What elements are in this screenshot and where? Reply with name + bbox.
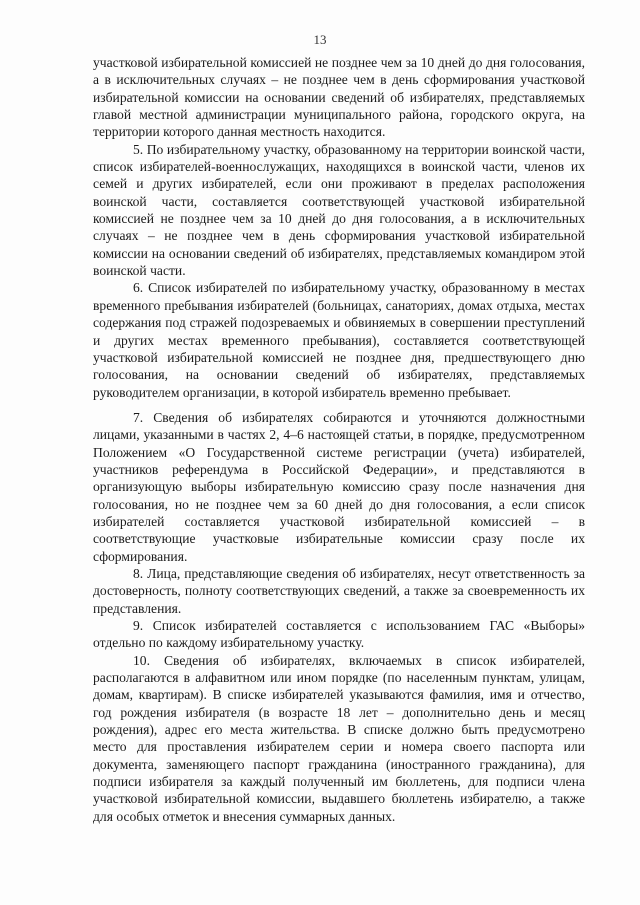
paragraph-continuation: участковой избирательной комиссией не позднее чем за 10 дней до дня голосования, а в исключительных случаях – не позднее чем в день сформирования участковой избирательной комиссии на основании сведений об избирателях, представляемых главой местной администрации муниципального района, городского округа, на территории которого данная местность находится. <box>93 55 585 140</box>
paragraph-9: 9. Список избирателей составляется с использованием ГАС «Выборы» отдельно по каждому избирательному участку. <box>93 618 585 651</box>
document-body <box>93 54 585 825</box>
page-number: 13 <box>313 32 327 47</box>
paragraph-10: 10. Сведения об избирателях, включаемых в список избирателей, располагаются в алфавитном или ином порядке (по населенным пунктам, улицам, домам, квартирам). В списке избирателей указываются фамилия, имя и отчество, год рождения избирателя (в возрасте 18 лет – дополнительно день и месяц рождения), адрес его места жительства. В списке должно быть предусмотрено место для проставления избирателем серии и номера своего паспорта или документа, заменяющего паспорт гражданина (иностранного гражданина), для подписи избирателя за каждый полученный им бюллетень, для подписи члена участковой избирательной комиссии, выдавшего бюллетень избирателю, а также для особых отметок и внесения суммарных данных. <box>93 652 585 824</box>
paragraph-8: 8. Лица, представляющие сведения об избирателях, несут ответственность за достоверность, полноту соответствующих сведений, а также за своевременность их представления. <box>93 565 585 616</box>
paragraph-5: 5. По избирательному участку, образованному на территории воинской части, список избирателей-военнослужащих, находящихся в воинской части, членов их семей и других избирателей, если они проживают в пределах расположения воинской части, составляется соответствующей участковой избирательной комиссией не позднее чем за 10 дней до дня голосования, а в исключительных случаях – не позднее чем в день сформирования участковой избирательной комиссии на основании сведений об избирателях, представляемых командиром этой воинской части. <box>93 141 585 279</box>
paragraph-6: 6. Список избирателей по избирательному участку, образованному в местах временного пребывания избирателей (больницах, санаториях, домах отдыха, местах содержания под стражей подозреваемых и обвиняемых в совершении преступлений и других местах временного пребывания), составляется соответствующей участковой избирательной комиссией не позднее дня, предшествующего дню голосования, на основании сведений об избирателях, представляемых руководителем организации, в которой избиратель временно пребывает. <box>93 280 585 400</box>
paragraph-7: 7. Сведения об избирателях собираются и уточняются должностными лицами, указанными в частях 2, 4–6 настоящей статьи, в порядке, предусмотренном Положением «О Государственной системе регистрации (учета) избирателей, участников референдума в Российской Федерации», и представляются в организующую выборы избирательную комиссию сразу после назначения дня голосования, но не позднее чем за 60 дней до дня голосования, а если список избирателей составляется участковой избирательной комиссией – в соответствующие участковые избирательные комиссии сразу после их сформирования. <box>93 409 585 564</box>
